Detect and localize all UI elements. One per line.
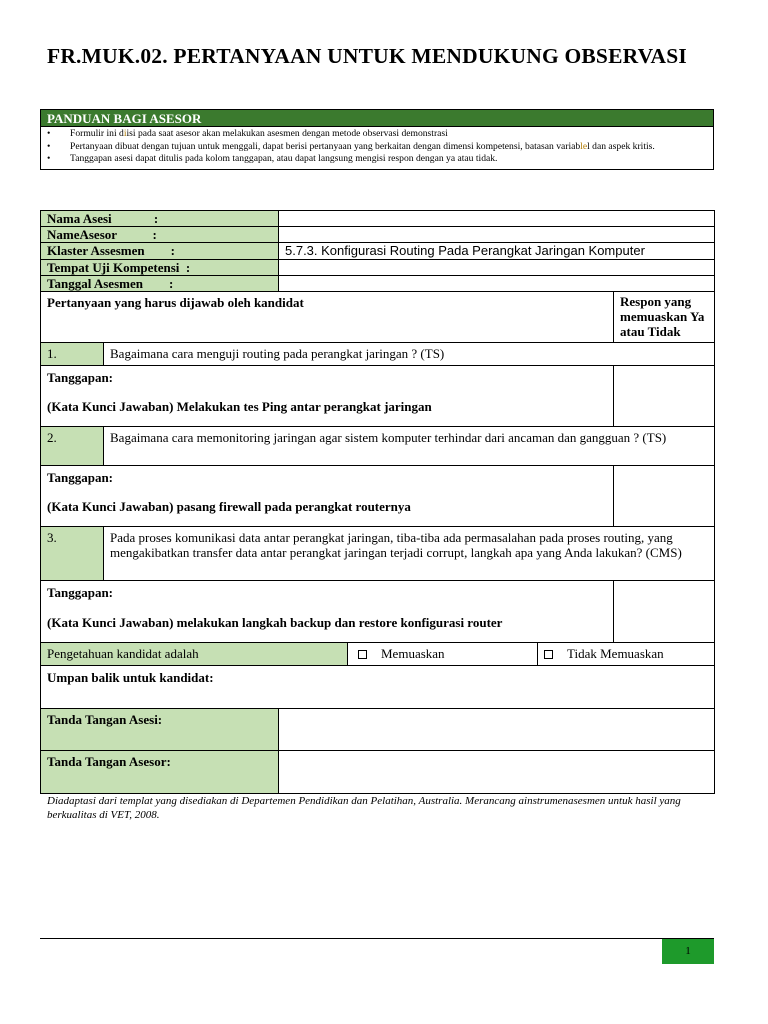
pengetahuan-label: Pengetahuan kandidat adalah <box>41 643 348 666</box>
ttd-asesor-field[interactable] <box>279 751 715 794</box>
bullet-icon: • <box>47 140 51 152</box>
question-number: 1. <box>41 343 104 366</box>
questions-header: Pertanyaan yang harus dijawab oleh kandidat <box>41 292 614 343</box>
umpan-balik-cell[interactable]: Umpan balik untuk kandidat: <box>41 666 715 709</box>
tracked-change-mark: i <box>123 128 127 139</box>
option-tidak-memuaskan[interactable]: Tidak Memuaskan <box>538 643 715 666</box>
page-title: FR.MUK.02. PERTANYAAN UNTUK MENDUKUNG OBSERVASI <box>47 44 687 68</box>
panduan-box <box>40 109 714 170</box>
respon-header: Respon yang memuaskan Ya atau Tidak <box>614 292 715 343</box>
question-text: Pada proses komunikasi data antar perangkat jaringan, tiba-tiba ada permasalahan pada proses routing, yang mengakibatkan transfer data antar perangkat jaringan terjadi corrupt, langkah apa yang Anda lakukan? (CMS) <box>104 527 715 581</box>
nama-asesi-field[interactable] <box>279 211 715 227</box>
question-text: Bagaimana cara memonitoring jaringan agar sistem komputer terhindar dari ancaman dan gangguan ? (TS) <box>104 427 715 466</box>
page-number: 1 <box>662 939 714 964</box>
bullet-icon: • <box>47 153 51 164</box>
nama-asesi-label: Nama Asesi : <box>41 211 279 227</box>
option-memuaskan[interactable]: Memuaskan <box>348 643 538 666</box>
observation-table <box>40 210 715 794</box>
tuk-label: Tempat Uji Kompetensi : <box>41 260 279 276</box>
checkbox-icon[interactable] <box>544 650 553 659</box>
tuk-field[interactable] <box>279 260 715 276</box>
tanggapan-label: Tanggapan: <box>47 470 113 485</box>
respon-cell[interactable] <box>614 466 715 527</box>
panduan-list <box>41 127 713 169</box>
question-text: Bagaimana cara menguji routing pada perangkat jaringan ? (TS) <box>104 343 715 366</box>
respon-cell[interactable] <box>614 366 715 427</box>
panduan-item: • Pertanyaan dibuat dengan tujuan untuk menggali, dapat berisi pertanyaan yang berkaitan dengan dimensi kompetensi, batasan variablel dan aspek kritis. <box>47 140 655 152</box>
question-number: 3. <box>41 527 104 581</box>
answer-key: (Kata Kunci Jawaban) pasang firewall pada perangkat routernya <box>47 499 411 514</box>
ttd-asesi-field[interactable] <box>279 709 715 751</box>
panduan-item: • Tanggapan asesi dapat ditulis pada kolom tanggapan, atau dapat langsung mengisi respon dengan ya atau tidak. <box>47 153 498 164</box>
tanggal-field[interactable] <box>279 276 715 292</box>
nama-asesor-field[interactable] <box>279 227 715 243</box>
ttd-asesi-label: Tanda Tangan Asesi: <box>41 709 279 751</box>
ttd-asesor-label: Tanda Tangan Asesor: <box>41 751 279 794</box>
tanggapan-cell[interactable] <box>41 366 614 427</box>
panduan-heading: PANDUAN BAGI ASESOR <box>41 110 713 127</box>
answer-key: (Kata Kunci Jawaban) melakukan langkah backup dan restore konfigurasi router <box>47 615 503 630</box>
tanggapan-label: Tanggapan: <box>47 585 113 600</box>
tracked-change-mark: le <box>580 140 588 152</box>
klaster-label: Klaster Assesmen : <box>41 243 279 260</box>
question-number: 2. <box>41 427 104 466</box>
footer-note: Diadaptasi dari templat yang disediakan di Departemen Pendidikan dan Pelatihan, Australia. Merancang ainstrumenasesmen untuk hasil yang berkualitas di VET, 2008. <box>47 795 681 821</box>
nama-asesor-label: NameAsesor : <box>41 227 279 243</box>
bullet-icon: • <box>47 128 51 139</box>
tanggal-label: Tanggal Asesmen : <box>41 276 279 292</box>
answer-key: (Kata Kunci Jawaban) Melakukan tes Ping antar perangkat jaringan <box>47 399 432 414</box>
tanggapan-cell[interactable] <box>41 466 614 527</box>
tanggapan-cell[interactable] <box>41 581 614 643</box>
panduan-item: • Formulir ini diisi pada saat asesor akan melakukan asesmen dengan metode observasi demonstrasi <box>47 128 448 139</box>
checkbox-icon[interactable] <box>358 650 367 659</box>
footer-divider <box>40 938 714 939</box>
klaster-value: 5.7.3. Konfigurasi Routing Pada Perangkat Jaringan Komputer <box>279 243 715 260</box>
respon-cell[interactable] <box>614 581 715 643</box>
tanggapan-label: Tanggapan: <box>47 370 113 385</box>
